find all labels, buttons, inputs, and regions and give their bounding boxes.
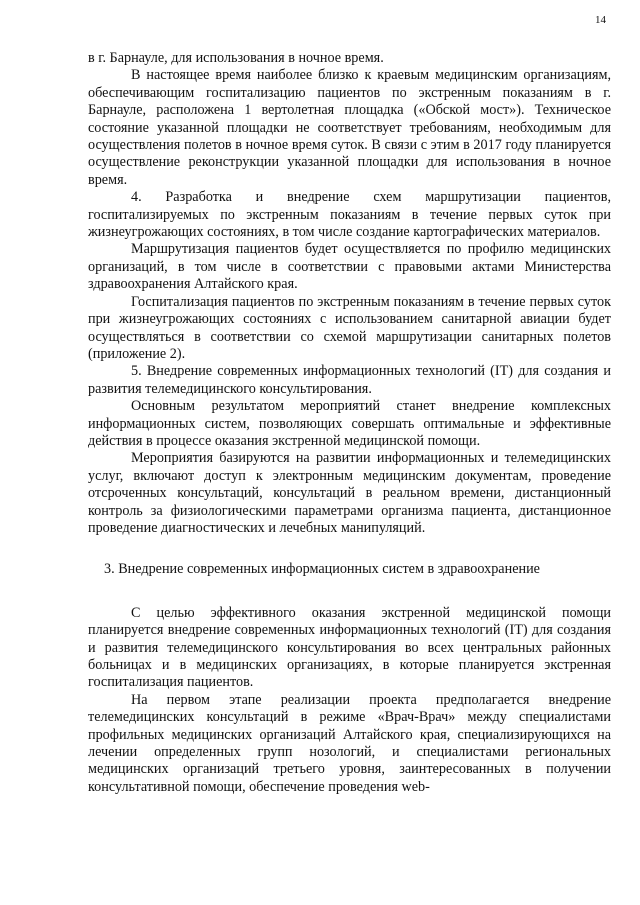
document-body xyxy=(88,50,611,796)
paragraph-hospitalization: Госпитализация пациентов по экстренным показаниям в течение первых суток при жизнеугрожающих состояниях с использованием санитарной авиации будет осуществляться в соответствии со схемой маршрутизации санитарных полетов (приложение 2). xyxy=(88,293,611,362)
paragraph-continuation: в г. Барнауле, для использования в ночное время. xyxy=(88,50,384,66)
paragraph-item-4: 4. Разработка и внедрение схем маршрутизации пациентов, госпитализируемых по экстренным показаниям в течение первых суток при жизнеугрожающих состояниях, в том числе создание картографических материалов. xyxy=(88,189,611,241)
section-heading: 3. Внедрение современных информационных систем в здравоохранение xyxy=(104,561,540,578)
paragraph-item-5: 5. Внедрение современных информационных технологий (IT) для создания и развития телемедицинского консультирования. xyxy=(88,363,611,397)
page-number: 14 xyxy=(595,14,606,26)
paragraph-activities: Мероприятия базируются на развитии информационных и телемедицинских услуг, включают доступ к электронным медицинским документам, проведение отсроченных консультаций, консультаций в реальном времени, дистанционный контроль за физиологическими параметрами организма пациента, дистанционное проведение диагностических и лечебных манипуляций. xyxy=(88,450,611,536)
paragraph-section-intro: С целью эффективного оказания экстренной медицинской помощи планируется внедрение современных информационных технологий (IT) для создания и развития телемедицинского консультирования во всех центральных районных больницах и в медицинских организациях, в которые планируется экстренная госпитализация пациентов. xyxy=(88,604,611,691)
paragraph-first-stage: На первом этапе реализации проекта предполагается внедрение телемедицинских консультаций в режиме «Врач-Врач» между специалистами профильных медицинских организаций Алтайского края, специализирующихся на лечении определенных групп нозологий, и специалистами региональных медицинских организаций третьего уровня, заинтересованных в получении консультативной помощи, обеспечение проведения web- xyxy=(88,691,611,795)
paragraph-main-result: Основным результатом мероприятий станет внедрение комплексных информационных систем, позволяющих совершать оптимальные и эффективные действия в процессе оказания экстренной медицинской помощи. xyxy=(88,398,611,449)
paragraph-routing: Маршрутизация пациентов будет осуществляется по профилю медицинских организаций, в том числе в соответствии с правовыми актами Министерства здравоохранения Алтайского края. xyxy=(88,241,611,293)
paragraph-helipad: В настоящее время наиболее близко к краевым медицинским организациям, обеспечивающим госпитализацию пациентов по экстренным показаниям в г. Барнауле, расположена 1 вертолетная площадка («Обской мост»). Техническое состояние указанной площадки не соответствует требованиям, необходимым для осуществления полетов в ночное время суток. В связи с этим в 2017 году планируется осуществление реконструкции указанной площадки для использования в ночное время. xyxy=(88,67,611,188)
